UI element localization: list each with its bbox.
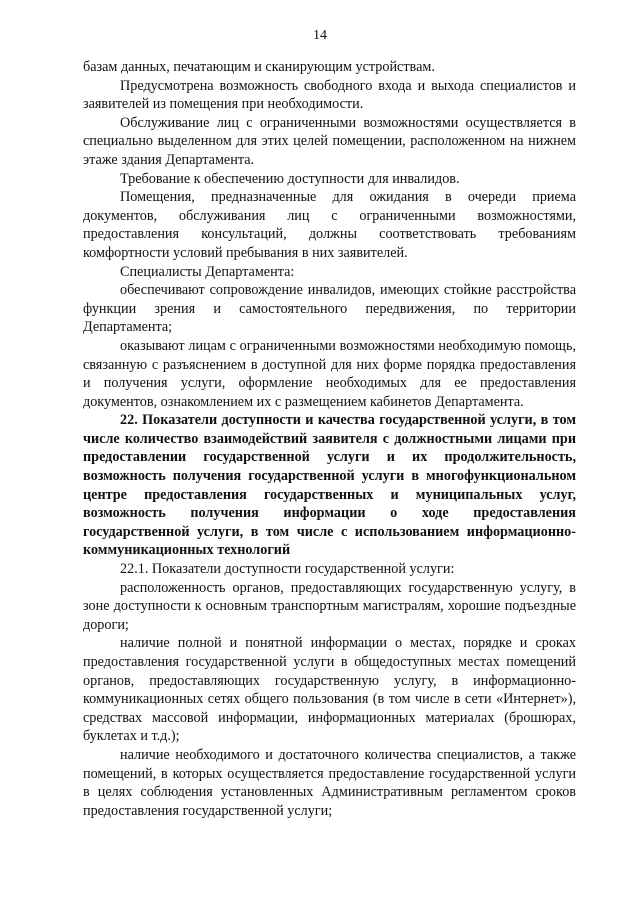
paragraph-13: наличие необходимого и достаточного количества специалистов, а также помещений, в которых осуществляется предоставление государственной услуги в целях соблюдения установленных Административным регламентом сроков предоставления государственной услуги; <box>83 746 576 819</box>
paragraph-11: расположенность органов, предоставляющих государственную услугу, в зоне доступности к основным транспортным магистралям, хорошие подъездные дороги; <box>83 579 576 633</box>
subsection-heading-22-1: 22.1. Показатели доступности государственной услуги: <box>120 561 455 578</box>
document-body <box>83 58 576 820</box>
paragraph-12: наличие полной и понятной информации о местах, порядке и сроках предоставления государственной услуги в общедоступных местах помещений органов, предоставляющих государственную услугу, в информационно-коммуникационных сетях общего пользования (в том числе в сети «Интернет»), средствах массовой информации, информационных материалах (брошюрах, буклетах и т.д.); <box>83 635 576 745</box>
paragraph-6: Специалисты Департамента: <box>120 263 295 280</box>
paragraph-7: обеспечивают сопровождение инвалидов, имеющих стойкие расстройства функции зрения и самостоятельного передвижения, по территории Департамента; <box>83 282 576 336</box>
page-number: 14 <box>313 28 327 43</box>
paragraph-4: Требование к обеспечению доступности для инвалидов. <box>120 170 460 187</box>
paragraph-1: базам данных, печатающим и сканирующим устройствам. <box>83 59 435 75</box>
paragraph-2: Предусмотрена возможность свободного входа и выхода специалистов и заявителей из помещения при необходимости. <box>83 77 576 113</box>
section-heading-22: 22. Показатели доступности и качества государственной услуги, в том числе количество взаимодействий заявителя с должностными лицами при предоставлении государственной услуги и их продолжительность, возможность получения государственной услуги в многофункциональном центре предоставления государственных и муниципальных услуг, возможность получения информации о ходе предоставления государственной услуги, в том числе с использованием информационно-коммуникационных технологий <box>83 412 576 559</box>
paragraph-5: Помещения, предназначенные для ожидания в очереди приема документов, обслуживания лиц с ограниченными возможностями, предоставления консультаций, должны соответствовать требованиям комфортности условий пребывания в них заявителей. <box>83 189 576 261</box>
paragraph-8: оказывают лицам с ограниченными возможностями необходимую помощь, связанную с разъяснением в доступной для них форме порядка предоставления и получения услуги, оформление необходимых для ее предоставления документов, ознакомлением их с размещением кабинетов Департамента. <box>83 337 576 410</box>
paragraph-3: Обслуживание лиц с ограниченными возможностями осуществляется в специально выделенном для этих целей помещении, расположенном на нижнем этаже здания Департамента. <box>83 114 576 168</box>
